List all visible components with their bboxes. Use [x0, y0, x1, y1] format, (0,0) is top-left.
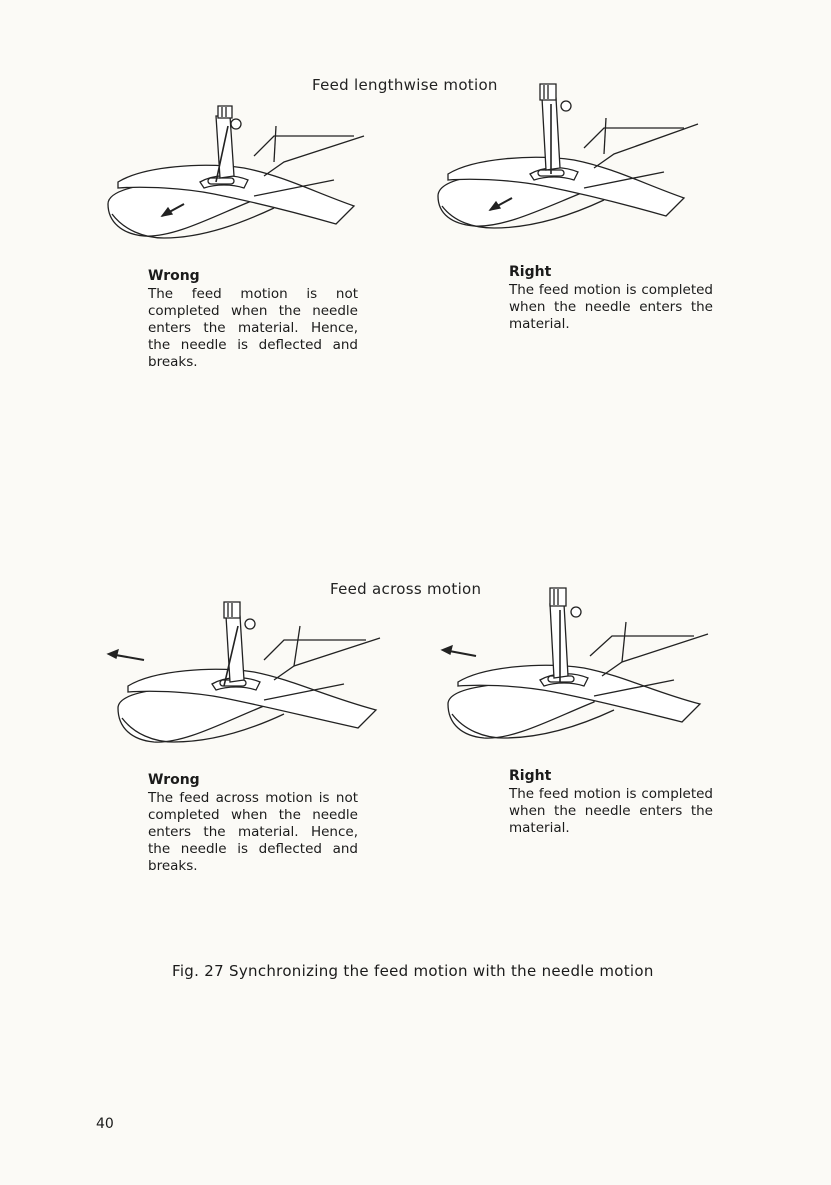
illustration-across-wrong: [104, 598, 394, 748]
section1-wrong-title: Wrong: [148, 268, 200, 284]
section1-heading: Feed lengthwise motion: [312, 76, 498, 94]
illustration-lengthwise-right: [434, 76, 714, 236]
section2-wrong-title: Wrong: [148, 772, 200, 788]
section2-wrong-text: The feed across motion is not completed when the needle enters the material. Hence, the needle is deflected and breaks.: [148, 790, 358, 874]
section2-right-block: [509, 768, 713, 837]
illustration-across-right: [440, 580, 720, 750]
section1-right-title: Right: [509, 264, 552, 280]
section2-right-title: Right: [509, 768, 552, 784]
section1-right-block: [509, 264, 713, 333]
page-number: 40: [96, 1116, 114, 1132]
section2-wrong-block: [148, 772, 358, 875]
section1-wrong-text: The feed motion is not completed when the needle enters the material. Hence, the needle is deflected and breaks.: [148, 286, 358, 370]
section1-right-text: The feed motion is completed when the needle enters the material.: [509, 282, 713, 332]
illustration-lengthwise-wrong: [104, 96, 384, 246]
section2-right-text: The feed motion is completed when the needle enters the material.: [509, 786, 713, 836]
section1-wrong-block: [148, 268, 358, 371]
figure-caption: Fig. 27 Synchronizing the feed motion with the needle motion: [172, 962, 654, 980]
section2-heading: Feed across motion: [330, 580, 482, 598]
